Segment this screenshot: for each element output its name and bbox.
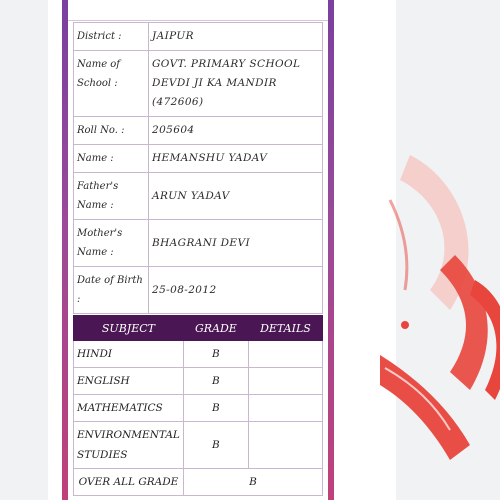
info-row-father	[74, 173, 323, 220]
grade-cell: B	[183, 368, 248, 395]
father-name-value: ARUN YADAV	[149, 173, 323, 220]
marksheet-card	[68, 0, 328, 500]
grades-table	[73, 315, 323, 496]
district-value: JAIPUR	[149, 23, 323, 51]
grade-cell: B	[183, 341, 248, 368]
grades-header-row	[74, 316, 323, 341]
details-cell	[248, 368, 322, 395]
grade-cell: B	[183, 422, 248, 469]
district-label: District :	[74, 23, 149, 51]
grade-header: GRADE	[183, 316, 248, 341]
mother-name-label: Mother's Name :	[74, 220, 149, 267]
details-cell	[248, 422, 322, 469]
roll-value: 205604	[149, 117, 323, 145]
roll-label: Roll No. :	[74, 117, 149, 145]
info-row-school	[74, 51, 323, 117]
info-row-mother	[74, 220, 323, 267]
seal-watermark-icon	[380, 140, 500, 470]
student-info-table	[73, 22, 323, 314]
info-row-name	[74, 145, 323, 173]
details-cell	[248, 341, 322, 368]
table-row	[74, 341, 323, 368]
top-section-divider	[68, 0, 328, 21]
details-cell	[248, 395, 322, 422]
name-value: HEMANSHU YADAV	[149, 145, 323, 173]
info-row-roll	[74, 117, 323, 145]
dob-value: 25-08-2012	[149, 267, 323, 314]
details-header: DETAILS	[248, 316, 322, 341]
table-row	[74, 422, 323, 469]
table-row	[74, 395, 323, 422]
name-label: Name :	[74, 145, 149, 173]
subject-cell: ENGLISH	[74, 368, 184, 395]
subject-cell: HINDI	[74, 341, 184, 368]
info-row-district	[74, 23, 323, 51]
overall-grade-value: B	[183, 469, 322, 496]
school-value: GOVT. PRIMARY SCHOOL DEVDI JI KA MANDIR (472606)	[149, 51, 323, 117]
subject-cell: MATHEMATICS	[74, 395, 184, 422]
info-row-dob	[74, 267, 323, 314]
subject-cell: ENVIRONMENTAL STUDIES	[74, 422, 184, 469]
mother-name-value: BHAGRANI DEVI	[149, 220, 323, 267]
table-row	[74, 368, 323, 395]
subject-header: SUBJECT	[74, 316, 184, 341]
overall-grade-label: OVER ALL GRADE	[74, 469, 184, 496]
grade-cell: B	[183, 395, 248, 422]
dob-label: Date of Birth :	[74, 267, 149, 314]
father-name-label: Father's Name :	[74, 173, 149, 220]
overall-grade-row	[74, 469, 323, 496]
school-label: Name of School :	[74, 51, 149, 117]
